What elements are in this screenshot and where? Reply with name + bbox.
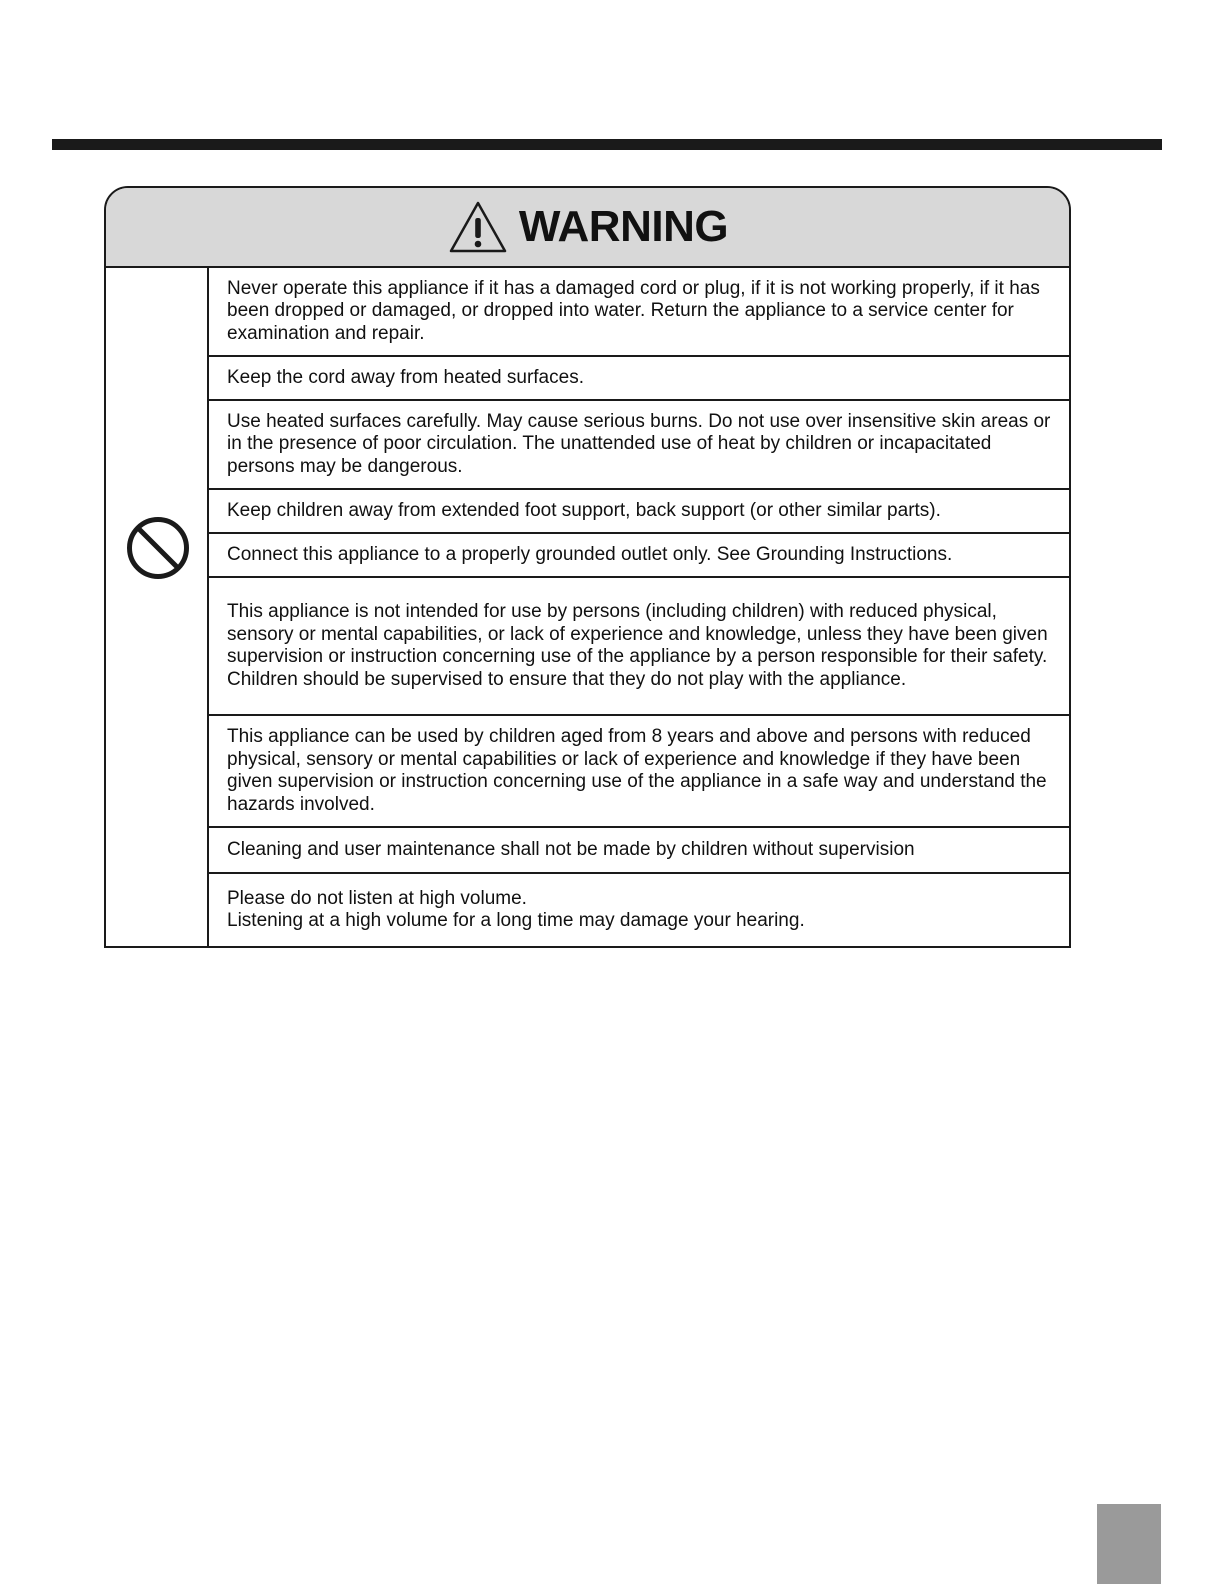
page-edge-tab bbox=[1097, 1504, 1161, 1584]
warning-row-text: Please do not listen at high volume. bbox=[227, 887, 527, 909]
warning-row-grounded-outlet bbox=[209, 534, 1069, 578]
warning-row-text: Cleaning and user maintenance shall not be made by children without supervision bbox=[227, 838, 915, 860]
warning-triangle-icon bbox=[447, 199, 509, 255]
warning-row-text: Connect this appliance to a properly grounded outlet only. See Grounding Instructions. bbox=[227, 543, 953, 565]
warning-row-cleaning-maintenance bbox=[209, 828, 1069, 874]
warning-row-text: Keep the cord away from heated surfaces. bbox=[227, 366, 584, 388]
warning-row-high-volume bbox=[209, 874, 1069, 946]
prohibition-icon bbox=[126, 516, 190, 580]
warning-row-children-aged-8 bbox=[209, 716, 1069, 828]
warning-rows bbox=[209, 268, 1069, 946]
warning-row-text: Children should be supervised to ensure that they do not play with the appliance. bbox=[227, 668, 907, 690]
warning-row-text: Never operate this appliance if it has a damaged cord or plug, if it is not working properly, if it has been dropped or damaged, or dropped into water. Return the appliance to a service center for examination and repair. bbox=[227, 277, 1040, 344]
warning-row-damaged-cord bbox=[209, 268, 1069, 357]
warning-row-reduced-capabilities bbox=[209, 578, 1069, 716]
warning-row-extended-support bbox=[209, 490, 1069, 534]
warning-title: WARNING bbox=[518, 202, 729, 251]
warning-row-text: Listening at a high volume for a long time may damage your hearing. bbox=[227, 910, 805, 931]
warning-header bbox=[106, 188, 1069, 268]
symbol-column bbox=[106, 268, 209, 946]
warning-row-text: This appliance can be used by children aged from 8 years and above and persons with reduced physical, sensory or mental capabilities or lack of experience and knowledge if they have been given supervision or instruction concerning use of the appliance in a safe way and understand the hazards involved. bbox=[227, 726, 1047, 815]
top-divider-bar bbox=[52, 139, 1162, 150]
warning-box bbox=[104, 186, 1071, 948]
warning-row-heated-surfaces bbox=[209, 401, 1069, 490]
warning-row-text: This appliance is not intended for use by persons (including children) with reduced physical, sensory or mental capabilities, or lack of experience and knowledge, unless they have been given supervision or instruction concerning use of the appliance by a person responsible for their safety. bbox=[227, 601, 1048, 667]
warning-row-text: Keep children away from extended foot support, back support (or other similar parts). bbox=[227, 499, 941, 521]
warning-body bbox=[106, 268, 1069, 946]
warning-row-cord-heated-surfaces bbox=[209, 357, 1069, 401]
warning-row-text: Use heated surfaces carefully. May cause serious burns. Do not use over insensitive skin areas or in the presence of poor circulation. The unattended use of heat by children or incapacitated persons may be dangerous. bbox=[227, 410, 1051, 477]
